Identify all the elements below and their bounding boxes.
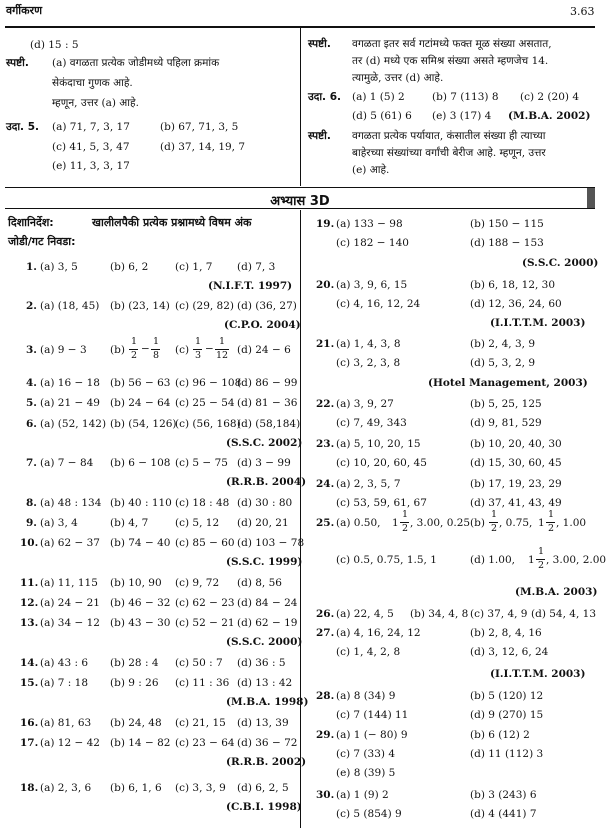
option: (b) 5 (120) 12 <box>470 690 544 702</box>
question-number: 12. <box>20 597 39 609</box>
source-citation: (N.I.F.T. 1997) <box>208 280 293 292</box>
option: (d) 81 − 36 <box>237 397 298 409</box>
option: (c) 25 − 54 <box>175 397 235 409</box>
question-number: 6. <box>26 418 37 430</box>
option: (a) 133 − 98 <box>336 218 403 230</box>
option: (a) 3, 4 <box>40 517 78 529</box>
option: (a) 24 − 21 <box>40 597 100 609</box>
option: (c) 3, 2, 3, 8 <box>336 357 401 369</box>
option: (b) 10, 20, 40, 30 <box>470 438 562 450</box>
option: (a) 2, 3, 6 <box>40 782 92 794</box>
option: (b) 74 − 40 <box>110 537 171 549</box>
option: (b) 24, 48 <box>110 717 162 729</box>
option: (d) 86 − 99 <box>237 377 298 389</box>
option: (e) 11, 3, 3, 17 <box>52 160 130 172</box>
option: (d) 37, 14, 19, 7 <box>160 141 246 153</box>
option: (a) 48 : 134 <box>40 497 102 509</box>
option: (d) 103 − 78 <box>237 537 305 549</box>
fraction-denominator: 2 <box>131 350 138 361</box>
option: (b) 2, 4, 3, 9 <box>470 338 535 350</box>
option: (c) 50 : 7 <box>175 657 223 669</box>
mixed-whole: 1 <box>392 517 399 529</box>
option: (a) 81, 63 <box>40 717 92 729</box>
option: (b) 56 − 63 <box>110 377 171 389</box>
option: (a) 1, 4, 3, 8 <box>336 338 401 350</box>
option: (c) 2 (20) 4 <box>520 91 580 103</box>
option: (c) 41, 5, 3, 47 <box>52 141 130 153</box>
option: (d) 12, 36, 24, 60 <box>470 298 562 310</box>
source-citation: (S.S.C. 1999) <box>226 556 303 568</box>
mixed-whole: 1 <box>528 554 535 566</box>
option: (c) 9, 72 <box>175 577 220 589</box>
option: (b) 9 : 26 <box>110 677 159 689</box>
explanation-label: स्पष्टी. <box>308 38 331 50</box>
option: (a) 12 − 42 <box>40 737 100 749</box>
option: (b) 67, 71, 3, 5 <box>160 121 239 133</box>
option: (b) 3 (243) 6 <box>470 789 537 801</box>
option-label: (b) <box>110 344 125 356</box>
option: (c) 11 : 36 <box>175 677 230 689</box>
fraction-numerator: 1 <box>538 546 545 557</box>
question-number: 1. <box>26 261 37 273</box>
question-number: 9. <box>26 517 37 529</box>
question-number: 22. <box>316 398 335 410</box>
option-tail: , 3.00, 0.25 <box>410 517 471 529</box>
question-number: 4. <box>26 377 37 389</box>
option: (b) 5, 25, 125 <box>470 398 542 410</box>
source-citation: (M.B.A. 1998) <box>226 696 309 708</box>
option: (d) 54, 4, 13 <box>531 608 597 620</box>
option-label: (c) <box>175 344 190 356</box>
question-number: 7. <box>26 457 37 469</box>
option: (a) 5, 10, 20, 15 <box>336 438 421 450</box>
page-number: 3.63 <box>570 5 595 18</box>
option: (b) 7 (113) 8 <box>432 91 499 103</box>
option: (d) 62 − 19 <box>237 617 298 629</box>
option-label: (d) 1.00, <box>470 554 515 566</box>
option: (b) 6, 1, 6 <box>110 782 162 794</box>
question-number: 29. <box>316 729 335 741</box>
minus-sign: − <box>205 343 214 355</box>
option: (b) 40 : 110 <box>110 497 172 509</box>
option: (d) 13 : 42 <box>237 677 293 689</box>
chapter-title: वर्गीकरण <box>6 4 43 17</box>
option: (d) 37, 41, 43, 49 <box>470 497 562 509</box>
example-label: उदा. 5. <box>6 121 39 133</box>
directions-text: जोडी/गट निवडा: <box>8 235 76 248</box>
option: (a) 9 − 3 <box>40 344 87 356</box>
fraction-denominator: 2 <box>538 560 545 571</box>
fraction-numerator: 1 <box>131 336 138 347</box>
option: (c) 5, 12 <box>175 517 220 529</box>
fraction-numerator: 1 <box>219 336 226 347</box>
option: (d) 36 − 72 <box>237 737 298 749</box>
question-number: 23. <box>316 438 335 450</box>
source-citation: (C.P.O. 2004) <box>224 319 301 331</box>
fraction-numerator: 1 <box>402 509 409 520</box>
option: (b) 34, 4, 8 <box>410 608 469 620</box>
option: (d) 11 (112) 3 <box>470 748 544 760</box>
option: (a) 34 − 12 <box>40 617 100 629</box>
option: (d) 9 (270) 15 <box>470 709 544 721</box>
option: (a) 1 (9) 2 <box>336 789 389 801</box>
option: (b) 24 − 64 <box>110 397 171 409</box>
source-citation: (M.B.A. 2002) <box>508 110 591 122</box>
option: (a) 16 − 18 <box>40 377 100 389</box>
option: (c) 7 (33) 4 <box>336 748 396 760</box>
question-number: 19. <box>316 218 335 230</box>
option: (d) 13, 39 <box>237 717 289 729</box>
source-citation: (Hotel Management, 2003) <box>428 377 588 389</box>
option: (d) 24 − 6 <box>237 344 291 356</box>
fraction-denominator: 2 <box>402 523 409 534</box>
source-citation: (R.R.B. 2004) <box>226 476 307 488</box>
option: (d) 8, 56 <box>237 577 282 589</box>
column-divider-main <box>300 210 301 828</box>
section-title-shade <box>587 188 595 208</box>
option: (d) 188 − 153 <box>470 237 544 249</box>
option: (c) 52 − 21 <box>175 617 235 629</box>
option: (a) 3, 9, 6, 15 <box>336 279 408 291</box>
option: (d) 6, 2, 5 <box>237 782 289 794</box>
option: (b) 6 − 108 <box>110 457 171 469</box>
explanation-text: म्हणून, उत्तर (a) आहे. <box>52 97 139 109</box>
option: (d) 9, 81, 529 <box>470 417 542 429</box>
question-number: 26. <box>316 608 335 620</box>
option: (d) 84 − 24 <box>237 597 298 609</box>
option: (a) 43 : 6 <box>40 657 89 669</box>
option: (c) 1, 4, 2, 8 <box>336 646 401 658</box>
option-label: (b) <box>470 517 485 529</box>
option: (a) 2, 3, 5, 7 <box>336 478 401 490</box>
option: (c) 7, 49, 343 <box>336 417 407 429</box>
question-number: 2. <box>26 300 37 312</box>
option: (a) (18, 45) <box>40 300 100 312</box>
option: (b) 28 : 4 <box>110 657 159 669</box>
option: (b) 6 (12) 2 <box>470 729 530 741</box>
question-number: 20. <box>316 279 335 291</box>
source-citation: (S.S.C. 2000) <box>522 257 599 269</box>
option: (a) 7 − 84 <box>40 457 94 469</box>
question-number: 30. <box>316 789 335 801</box>
explanation-text: बाहेरच्या संख्यांच्या वर्गांची बेरीज आहे. म्हणून, उत्तर <box>352 147 546 159</box>
option: (a) 62 − 37 <box>40 537 100 549</box>
fraction-numerator: 1 <box>491 509 498 520</box>
option: (c) 5 − 75 <box>175 457 228 469</box>
option: (c) 21, 15 <box>175 717 226 729</box>
question-number: 28. <box>316 690 335 702</box>
question-number: 11. <box>20 577 39 589</box>
source-citation: (S.S.C. 2000) <box>226 636 303 648</box>
question-number: 15. <box>20 677 39 689</box>
option: (e) 3 (17) 4 <box>432 110 492 122</box>
option: (c) 0.5, 0.75, 1.5, 1 <box>336 554 437 566</box>
option: (a) 3, 5 <box>40 261 78 273</box>
explanation-text: (e) आहे. <box>352 164 390 176</box>
option: (a) 1 (5) 2 <box>352 91 405 103</box>
source-citation: (C.B.I. 1998) <box>226 801 302 813</box>
prev-option-d: (d) 15 : 5 <box>30 39 79 51</box>
fraction-numerator: 1 <box>153 336 160 347</box>
option: (d) 5 (61) 6 <box>352 110 412 122</box>
option: (b) 14 − 82 <box>110 737 171 749</box>
directions-label: दिशानिर्देश: <box>8 216 54 229</box>
option: (a) 21 − 49 <box>40 397 100 409</box>
source-citation: (S.S.C. 2002) <box>226 437 303 449</box>
option: (c) 182 − 140 <box>336 237 409 249</box>
option: (c) 96 − 108 <box>175 377 242 389</box>
directions-text: खालीलपैकी प्रत्येक प्रश्नामध्ये विषम अंक <box>92 216 252 229</box>
fraction-denominator: 2 <box>491 523 498 534</box>
option: (c) 23 − 64 <box>175 737 235 749</box>
column-divider-top <box>300 27 301 186</box>
option: (c) 62 − 23 <box>175 597 235 609</box>
question-number: 5. <box>26 397 37 409</box>
option: (a) 71, 7, 3, 17 <box>52 121 130 133</box>
option: (c) 18 : 48 <box>175 497 230 509</box>
option: (c) (56, 168) <box>175 418 241 430</box>
source-citation: (R.R.B. 2002) <box>226 756 307 768</box>
option: (c) 53, 59, 61, 67 <box>336 497 427 509</box>
option: (c) 10, 20, 60, 45 <box>336 457 427 469</box>
source-citation: (M.B.A. 2003) <box>515 586 598 598</box>
option-tail: , 3.00, 2.00 <box>546 554 606 566</box>
fraction-denominator: 3 <box>195 350 202 361</box>
question-number: 8. <box>26 497 37 509</box>
option: (d) 5, 3, 2, 9 <box>470 357 535 369</box>
option: (c) 37, 4, 9 <box>470 608 528 620</box>
option: (c) 1, 7 <box>175 261 213 273</box>
option: (c) 4, 16, 12, 24 <box>336 298 421 310</box>
option: (d) 3 − 99 <box>237 457 291 469</box>
section-title-bar <box>5 187 595 209</box>
option: (b) 2, 8, 4, 16 <box>470 627 542 639</box>
explanation-text: सेकंदाचा गुणक आहे. <box>52 77 133 89</box>
option: (d) 15, 30, 60, 45 <box>470 457 562 469</box>
option: (c) 5 (854) 9 <box>336 808 402 820</box>
option: (c) 7 (144) 11 <box>336 709 409 721</box>
question-number: 24. <box>316 478 335 490</box>
option: (b) (54, 126) <box>110 418 177 430</box>
question-number: 3. <box>26 344 37 356</box>
option: (d) 4 (441) 7 <box>470 808 537 820</box>
option: (e) 8 (39) 5 <box>336 767 396 779</box>
option-tail: , 1.00 <box>556 517 587 529</box>
question-number: 21. <box>316 338 335 350</box>
question-number: 13. <box>20 617 39 629</box>
explanation-text: त्यामुळे, उत्तर (d) आहे. <box>352 72 444 84</box>
minus-sign: − <box>141 343 150 355</box>
question-number: 17. <box>20 737 39 749</box>
option: (b) 6, 18, 12, 30 <box>470 279 556 291</box>
option: (b) 46 − 32 <box>110 597 171 609</box>
option: (b) 6, 2 <box>110 261 149 273</box>
question-number: 14. <box>20 657 39 669</box>
option: (a) 1 (− 80) 9 <box>336 729 408 741</box>
fraction-numerator: 1 <box>548 509 555 520</box>
option: (b) 150 − 115 <box>470 218 544 230</box>
explanation-text: वगळता प्रत्येक पर्यायात, कंसातील संख्या ही त्याच्या <box>352 130 546 142</box>
option: (d) 7, 3 <box>237 261 276 273</box>
question-number: 27. <box>316 627 335 639</box>
example-label: उदा. 6. <box>308 91 341 103</box>
option: (b) 4, 7 <box>110 517 149 529</box>
option: (a) 11, 115 <box>40 577 98 589</box>
option: (d) (36, 27) <box>237 300 297 312</box>
explanation-text: (a) वगळता प्रत्येक जोडीमध्ये पहिला क्रमांक <box>52 57 220 69</box>
option: (c) 85 − 60 <box>175 537 235 549</box>
question-number: 25. <box>316 517 335 529</box>
option-mid: , 0.75, <box>499 517 533 529</box>
option: (d) (58,184) <box>237 418 301 430</box>
option: (c) (29, 82) <box>175 300 235 312</box>
question-number: 18. <box>20 782 39 794</box>
section-title: अभ्यास 3D <box>270 194 330 209</box>
option: (b) 10, 90 <box>110 577 162 589</box>
option: (b) 43 − 30 <box>110 617 171 629</box>
explanation-label: स्पष्टी. <box>308 130 331 142</box>
option-label: (a) 0.50, <box>336 517 381 529</box>
question-number: 10. <box>20 537 39 549</box>
source-citation: (I.I.T.T.M. 2003) <box>490 317 586 329</box>
explanation-label: स्पष्टी. <box>6 57 29 69</box>
option: (d) 36 : 5 <box>237 657 286 669</box>
option: (b) 17, 19, 23, 29 <box>470 478 562 490</box>
fraction-numerator: 1 <box>195 336 202 347</box>
option: (a) 7 : 18 <box>40 677 89 689</box>
option: (a) (52, 142) <box>40 418 107 430</box>
option: (c) 3, 3, 9 <box>175 782 226 794</box>
option: (a) 3, 9, 27 <box>336 398 394 410</box>
option: (a) 4, 16, 24, 12 <box>336 627 421 639</box>
question-number: 16. <box>20 717 39 729</box>
explanation-text: वगळता इतर सर्व गटांमध्ये फक्त मूळ संख्या असतात, <box>352 38 552 50</box>
option: (d) 30 : 80 <box>237 497 293 509</box>
option: (a) 22, 4, 5 <box>336 608 394 620</box>
fraction-denominator: 2 <box>548 523 555 534</box>
option: (d) 20, 21 <box>237 517 289 529</box>
option: (a) 8 (34) 9 <box>336 690 396 702</box>
mixed-whole: 1 <box>538 517 545 529</box>
fraction-denominator: 8 <box>153 350 160 361</box>
source-citation: (I.I.T.T.M. 2003) <box>490 668 586 680</box>
option: (d) 3, 12, 6, 24 <box>470 646 549 658</box>
fraction-denominator: 12 <box>216 350 229 361</box>
option: (b) (23, 14) <box>110 300 170 312</box>
explanation-text: तर (d) मध्ये एक समिश्र संख्या असते म्हणजेच 14. <box>352 55 549 67</box>
